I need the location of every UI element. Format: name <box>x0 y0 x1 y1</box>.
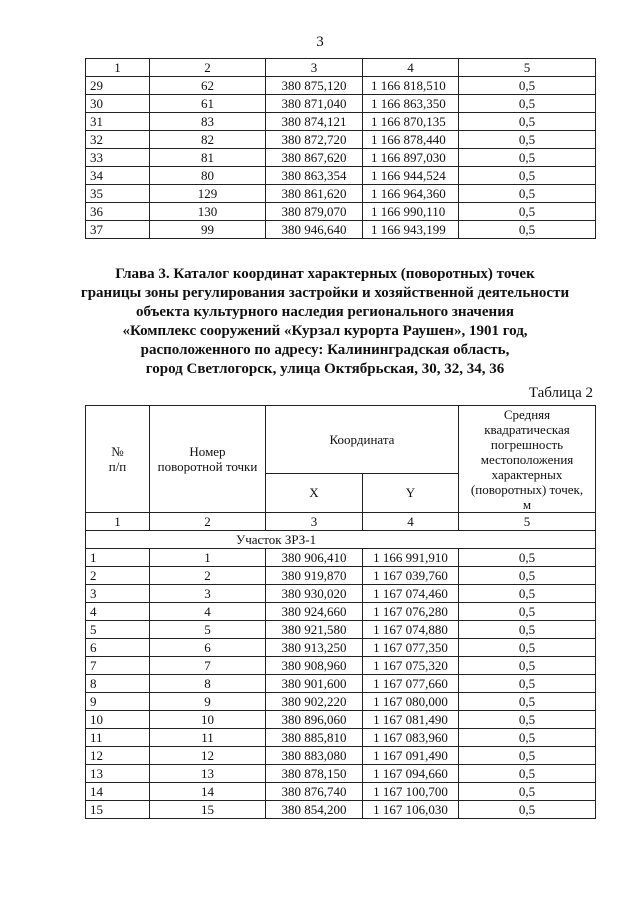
table-cell: 12 <box>86 747 150 765</box>
table-cell: 1 167 080,000 <box>363 693 459 711</box>
table-cell: 6 <box>86 639 150 657</box>
index-cell: 4 <box>363 513 459 531</box>
table-cell: 380 946,640 <box>266 221 363 239</box>
section-row <box>86 531 596 549</box>
table-cell: 8 <box>86 675 150 693</box>
table-cell: 380 883,080 <box>266 747 363 765</box>
table-cell: 30 <box>86 95 150 113</box>
table-cell: 1 166 870,135 <box>363 113 459 131</box>
table-cell: 380 924,660 <box>266 603 363 621</box>
table2-index-row <box>86 513 596 531</box>
table-cell: 380 896,060 <box>266 711 363 729</box>
table-cell: 34 <box>86 167 150 185</box>
table-cell: 1 167 091,490 <box>363 747 459 765</box>
chapter-heading <box>60 265 590 379</box>
table-cell: 4 <box>86 603 150 621</box>
table-cell: 2 <box>86 567 150 585</box>
table-cell: 1 166 818,510 <box>363 77 459 95</box>
table-cell: 1 166 878,440 <box>363 131 459 149</box>
table-cell: 380 921,580 <box>266 621 363 639</box>
section-label: Участок ЗРЗ-1 <box>86 531 596 549</box>
table-cell: 1 167 076,280 <box>363 603 459 621</box>
table-row <box>86 657 596 675</box>
table-cell: 5 <box>150 621 266 639</box>
table1-header-cell: 4 <box>363 59 459 77</box>
table-cell: 0,5 <box>459 77 596 95</box>
table-cell: 380 902,220 <box>266 693 363 711</box>
table-row <box>86 603 596 621</box>
chapter-heading-line: «Комплекс сооружений «Курзал курорта Раушен», 1901 год, <box>122 323 528 339</box>
table-cell: 380 854,200 <box>266 801 363 819</box>
table-cell: 0,5 <box>459 675 596 693</box>
index-cell: 1 <box>86 513 150 531</box>
coordinates-table-continued <box>85 58 596 239</box>
table-cell: 3 <box>86 585 150 603</box>
col-y-header: Y <box>363 473 459 512</box>
table1-header-cell: 3 <box>266 59 363 77</box>
table-cell: 11 <box>150 729 266 747</box>
table-cell: 35 <box>86 185 150 203</box>
chapter-heading-line: объекта культурного наследия регионального значения <box>136 304 514 320</box>
table-cell: 1 166 863,350 <box>363 95 459 113</box>
index-cell: 2 <box>150 513 266 531</box>
table-cell: 0,5 <box>459 167 596 185</box>
table-cell: 0,5 <box>459 711 596 729</box>
table-cell: 0,5 <box>459 639 596 657</box>
table-cell: 1 167 039,760 <box>363 567 459 585</box>
table-cell: 80 <box>150 167 266 185</box>
table-cell: 14 <box>86 783 150 801</box>
table-cell: 0,5 <box>459 567 596 585</box>
table-row <box>86 567 596 585</box>
table-cell: 1 167 074,880 <box>363 621 459 639</box>
table-cell: 1 167 077,660 <box>363 675 459 693</box>
table-cell: 0,5 <box>459 747 596 765</box>
table-cell: 5 <box>86 621 150 639</box>
table-row <box>86 131 596 149</box>
table-cell: 130 <box>150 203 266 221</box>
table-cell: 37 <box>86 221 150 239</box>
table-cell: 380 919,870 <box>266 567 363 585</box>
table-cell: 31 <box>86 113 150 131</box>
table-cell: 15 <box>86 801 150 819</box>
col-error-header <box>459 406 596 513</box>
table-cell: 380 872,720 <box>266 131 363 149</box>
table-cell: 1 166 964,360 <box>363 185 459 203</box>
table-cell: 380 930,020 <box>266 585 363 603</box>
table-cell: 380 879,070 <box>266 203 363 221</box>
table-cell: 4 <box>150 603 266 621</box>
table-cell: 380 871,040 <box>266 95 363 113</box>
table-cell: 33 <box>86 149 150 167</box>
table-row <box>86 783 596 801</box>
coordinates-table <box>85 405 596 819</box>
table-cell: 0,5 <box>459 621 596 639</box>
table-cell: 1 166 990,110 <box>363 203 459 221</box>
table-cell: 82 <box>150 131 266 149</box>
table-cell: 1 167 083,960 <box>363 729 459 747</box>
table-cell: 129 <box>150 185 266 203</box>
table-cell: 0,5 <box>459 95 596 113</box>
table-cell: 7 <box>150 657 266 675</box>
table-cell: 0,5 <box>459 657 596 675</box>
table-cell: 380 863,354 <box>266 167 363 185</box>
table-cell: 0,5 <box>459 221 596 239</box>
table-cell: 1 167 075,320 <box>363 657 459 675</box>
table-row <box>86 167 596 185</box>
table-row <box>86 585 596 603</box>
table-cell: 15 <box>150 801 266 819</box>
table-cell: 1 167 106,030 <box>363 801 459 819</box>
col-number-header <box>86 406 150 513</box>
table-caption: Таблица 2 <box>528 385 593 401</box>
table-cell: 0,5 <box>459 585 596 603</box>
table-cell: 0,5 <box>459 149 596 167</box>
table-cell: 8 <box>150 675 266 693</box>
table-cell: 0,5 <box>459 729 596 747</box>
table-cell: 1 167 100,700 <box>363 783 459 801</box>
table-cell: 13 <box>150 765 266 783</box>
table-cell: 2 <box>150 567 266 585</box>
table-cell: 10 <box>150 711 266 729</box>
table-cell: 1 167 094,660 <box>363 765 459 783</box>
page-number: 3 <box>316 34 324 50</box>
table-row <box>86 203 596 221</box>
table-cell: 0,5 <box>459 549 596 567</box>
table-row <box>86 221 596 239</box>
table-cell: 380 901,600 <box>266 675 363 693</box>
index-cell: 3 <box>266 513 363 531</box>
table1-header-cell: 2 <box>150 59 266 77</box>
table-cell: 0,5 <box>459 203 596 221</box>
chapter-heading-line: расположенного по адресу: Калининградская область, <box>140 342 510 358</box>
table-cell: 3 <box>150 585 266 603</box>
table-cell: 0,5 <box>459 113 596 131</box>
table-cell: 1 167 081,490 <box>363 711 459 729</box>
table-cell: 99 <box>150 221 266 239</box>
table1-header-row <box>86 59 596 77</box>
chapter-heading-line: границы зоны регулирования застройки и хозяйственной деятельности <box>80 285 570 301</box>
table-cell: 380 913,250 <box>266 639 363 657</box>
table-cell: 1 166 991,910 <box>363 549 459 567</box>
table-cell: 380 876,740 <box>266 783 363 801</box>
table-cell: 12 <box>150 747 266 765</box>
table-cell: 1 166 943,199 <box>363 221 459 239</box>
index-cell: 5 <box>459 513 596 531</box>
table-row <box>86 621 596 639</box>
chapter-heading-line: Глава 3. Каталог координат характерных (поворотных) точек <box>115 266 535 282</box>
table-cell: 10 <box>86 711 150 729</box>
table-cell: 0,5 <box>459 603 596 621</box>
table-row <box>86 747 596 765</box>
table-cell: 11 <box>86 729 150 747</box>
col-error-label: Средняя квадратическая погрешность местоположения характерных (поворотных) точек, м <box>470 406 584 512</box>
table-row <box>86 639 596 657</box>
table-cell: 380 885,810 <box>266 729 363 747</box>
table-row <box>86 765 596 783</box>
table-cell: 83 <box>150 113 266 131</box>
table-cell: 1 167 077,350 <box>363 639 459 657</box>
table-cell: 1 167 074,460 <box>363 585 459 603</box>
table-cell: 13 <box>86 765 150 783</box>
table-cell: 6 <box>150 639 266 657</box>
table-cell: 380 867,620 <box>266 149 363 167</box>
table-cell: 0,5 <box>459 801 596 819</box>
table-cell: 9 <box>86 693 150 711</box>
col-point-header <box>150 406 266 513</box>
table-cell: 380 874,121 <box>266 113 363 131</box>
table-cell: 9 <box>150 693 266 711</box>
table-cell: 0,5 <box>459 783 596 801</box>
table-cell: 14 <box>150 783 266 801</box>
col-number-label: № п/п <box>108 444 127 474</box>
table-row <box>86 711 596 729</box>
table-row <box>86 77 596 95</box>
col-coordinate-header: Координата <box>266 406 459 474</box>
table-row <box>86 95 596 113</box>
table-cell: 62 <box>150 77 266 95</box>
table-cell: 32 <box>86 131 150 149</box>
col-point-label: Номер поворотной точки <box>157 444 258 474</box>
table-cell: 380 908,960 <box>266 657 363 675</box>
table-row <box>86 185 596 203</box>
table-cell: 0,5 <box>459 185 596 203</box>
table-cell: 81 <box>150 149 266 167</box>
table-cell: 0,5 <box>459 693 596 711</box>
table-row <box>86 675 596 693</box>
table-cell: 29 <box>86 77 150 95</box>
table2-header-row <box>86 406 596 474</box>
table-cell: 1 166 897,030 <box>363 149 459 167</box>
table-cell: 0,5 <box>459 131 596 149</box>
table-cell: 61 <box>150 95 266 113</box>
table-cell: 36 <box>86 203 150 221</box>
table-row <box>86 729 596 747</box>
table1-header-cell: 1 <box>86 59 150 77</box>
col-x-header: X <box>266 473 363 512</box>
table-row <box>86 149 596 167</box>
table-cell: 1 <box>86 549 150 567</box>
table-cell: 7 <box>86 657 150 675</box>
table1-header-cell: 5 <box>459 59 596 77</box>
table-cell: 380 875,120 <box>266 77 363 95</box>
table-cell: 380 906,410 <box>266 549 363 567</box>
table-cell: 1 <box>150 549 266 567</box>
table-cell: 380 861,620 <box>266 185 363 203</box>
table-row <box>86 549 596 567</box>
table-cell: 0,5 <box>459 765 596 783</box>
table-row <box>86 693 596 711</box>
chapter-heading-line: город Светлогорск, улица Октябрьская, 30, 32, 34, 36 <box>145 361 505 377</box>
table-cell: 380 878,150 <box>266 765 363 783</box>
table-row <box>86 801 596 819</box>
table-row <box>86 113 596 131</box>
table-cell: 1 166 944,524 <box>363 167 459 185</box>
